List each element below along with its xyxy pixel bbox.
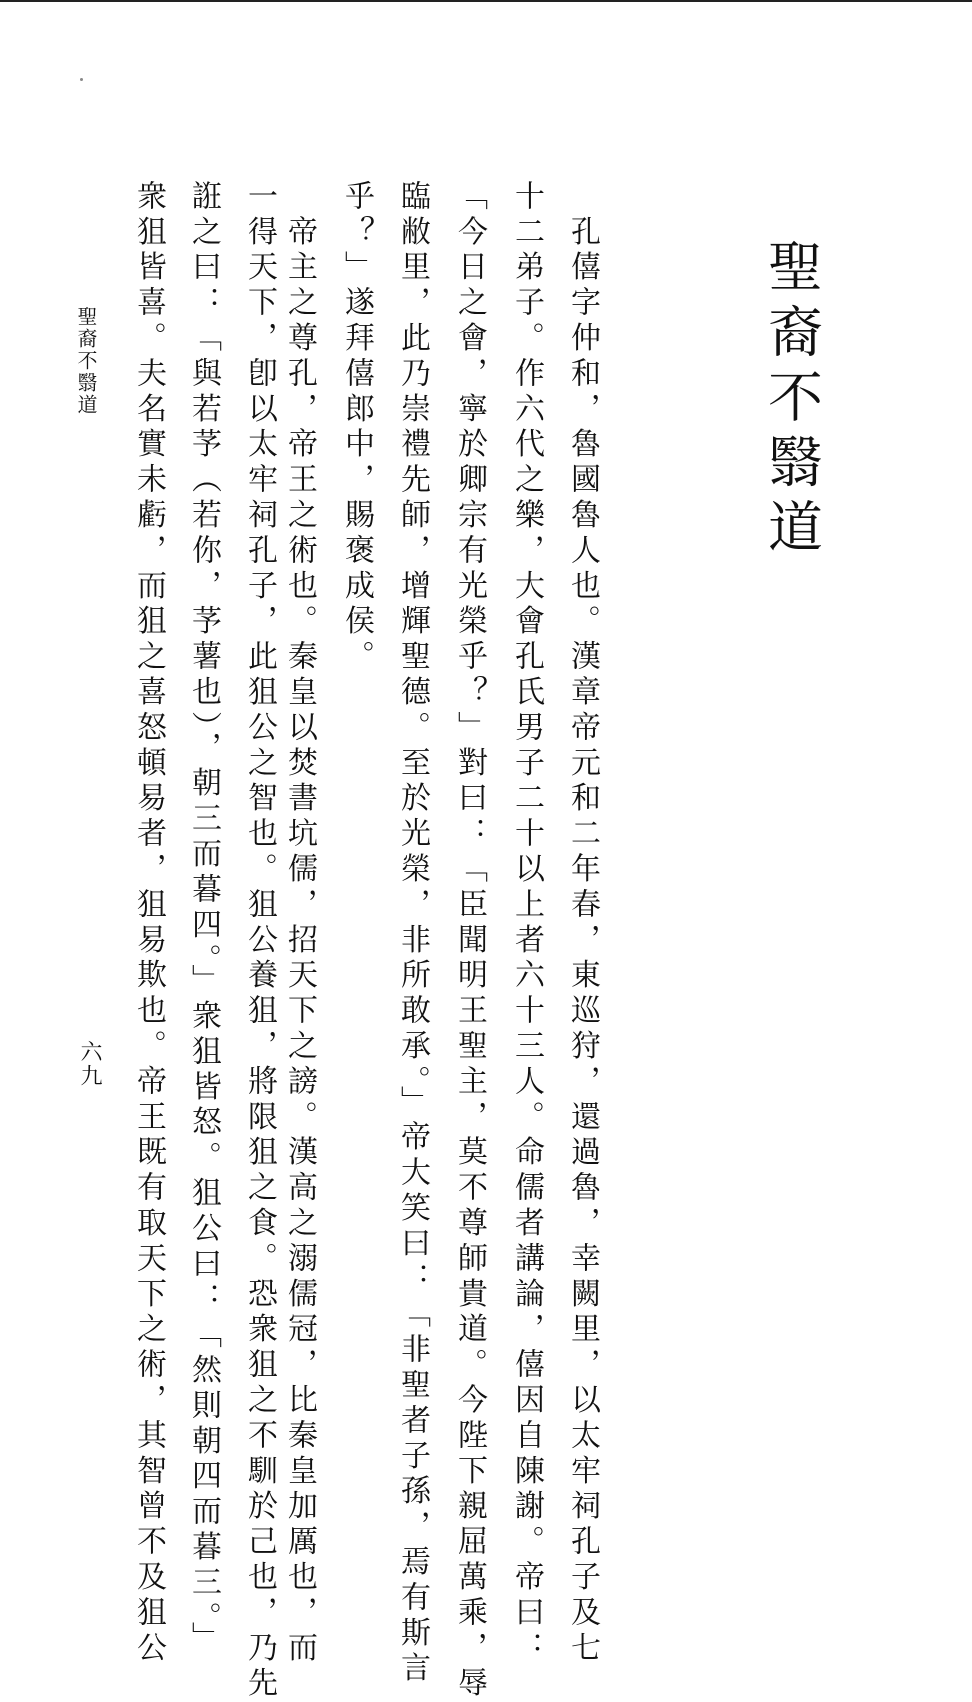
top-border-rule <box>0 0 972 2</box>
body-line-2: 十二弟子。作六代之樂，大會孔氏男子二十以上者六十三人。命儒者講論，僖因自陳謝。帝曰： <box>509 180 544 1667</box>
body-line-7: 一得天下，卽以太牢祠孔子，此狙公之智也。狙公養狙，將限狙之食。恐衆狙之不馴於己也，乃先 <box>242 180 277 1702</box>
body-line-1: 孔僖字仲和，魯國魯人也。漢章帝元和二年春，東巡狩，還過魯，幸闕里，以太牢祠孔子及七 <box>565 180 600 1667</box>
print-speck <box>80 78 83 81</box>
body-line-6: 帝主之尊孔，帝王之術也。秦皇以焚書坑儒，招天下之謗。漢高之溺儒冠，比秦皇加厲也，而 <box>282 180 317 1667</box>
body-line-9: 衆狙皆喜。夫名實未虧，而狙之喜怒頓易者，狙易欺也。帝王既有取天下之術，其智曾不及狙公 <box>131 180 166 1667</box>
essay-title: 聖裔不翳道 <box>759 238 823 563</box>
page-number: 六九 <box>77 1040 102 1088</box>
body-line-4: 臨敝里，此乃崇禮先師，增輝聖德。至於光榮，非所敢承。」帝大笑曰：「非聖者子孫，焉有斯言 <box>395 180 430 1688</box>
body-line-5: 乎？」遂拜僖郎中，賜褒成侯。 <box>339 180 374 676</box>
running-head: 聖裔不翳道 <box>74 306 98 416</box>
body-line-3: 「今日之會，寧於卿宗有光榮乎？」對曰：「臣聞明王聖主，莫不尊師貴道。今陛下親屈萬乘，辱 <box>452 180 487 1702</box>
body-line-8: 誑之曰：「與若芧（若你，芧薯也），朝三而暮四。」衆狙皆怒。狙公曰：「然則朝四而暮三。」 <box>186 180 221 1658</box>
